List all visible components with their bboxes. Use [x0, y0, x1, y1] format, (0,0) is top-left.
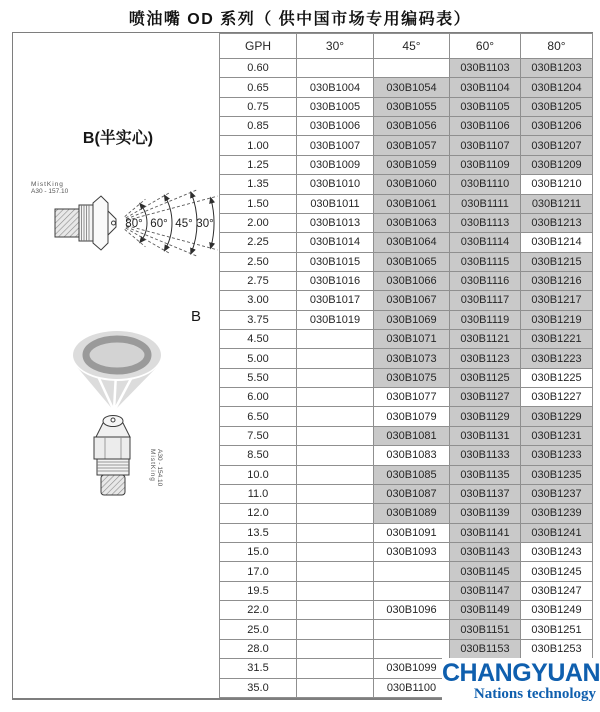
- code-cell-45deg: 030B1054: [374, 78, 450, 97]
- code-cell-60deg: 030B1123: [450, 349, 521, 368]
- table-row: [220, 523, 593, 542]
- code-cell-60deg: 030B1106: [450, 117, 521, 136]
- header-60deg: 60°: [450, 34, 521, 59]
- table-row: [220, 97, 593, 116]
- code-cell-45deg: 030B1055: [374, 97, 450, 116]
- code-cell-80deg: 030B1239: [521, 504, 593, 523]
- code-cell-30deg: [297, 349, 374, 368]
- code-cell-45deg: 030B1089: [374, 504, 450, 523]
- gph-cell: 11.0: [220, 484, 297, 503]
- code-cell-30deg: [297, 639, 374, 658]
- code-cell-80deg: 030B1241: [521, 523, 593, 542]
- code-cell-30deg: 030B1016: [297, 271, 374, 290]
- code-cell-30deg: 030B1006: [297, 117, 374, 136]
- gph-cell: 12.0: [220, 504, 297, 523]
- code-cell-45deg: 030B1057: [374, 136, 450, 155]
- code-cell-80deg: 030B1231: [521, 426, 593, 445]
- gph-cell: 7.50: [220, 426, 297, 445]
- table-row: [220, 252, 593, 271]
- code-cell-30deg: [297, 407, 374, 426]
- code-cell-45deg: 030B1064: [374, 233, 450, 252]
- code-cell-45deg: 030B1061: [374, 194, 450, 213]
- table-row: [220, 194, 593, 213]
- code-cell-30deg: 030B1014: [297, 233, 374, 252]
- nozzle2-caption-line2: A30 - 154.10: [156, 449, 163, 487]
- code-cell-80deg: 030B1225: [521, 368, 593, 387]
- code-cell-30deg: 030B1013: [297, 213, 374, 232]
- gph-cell: 25.0: [220, 620, 297, 639]
- table-row: [220, 59, 593, 78]
- code-cell-80deg: 030B1227: [521, 388, 593, 407]
- code-cell-60deg: 030B1113: [450, 213, 521, 232]
- table-row: [220, 78, 593, 97]
- gph-cell: 0.65: [220, 78, 297, 97]
- table-row: [220, 310, 593, 329]
- gph-cell: 0.75: [220, 97, 297, 116]
- code-cell-60deg: 030B1127: [450, 388, 521, 407]
- code-cell-60deg: 030B1110: [450, 175, 521, 194]
- code-table: [219, 33, 593, 698]
- code-cell-80deg: 030B1249: [521, 601, 593, 620]
- code-cell-80deg: 030B1216: [521, 271, 593, 290]
- code-cell-45deg: 030B1099: [374, 659, 450, 678]
- table-row: [220, 388, 593, 407]
- table-row: [220, 175, 593, 194]
- code-cell-45deg: 030B1077: [374, 388, 450, 407]
- code-cell-45deg: 030B1079: [374, 407, 450, 426]
- code-cell-45deg: 030B1065: [374, 252, 450, 271]
- brand-logo: [442, 658, 600, 706]
- code-cell-80deg: 030B1210: [521, 175, 593, 194]
- code-cell-80deg: 030B1217: [521, 291, 593, 310]
- nozzle2-caption: [149, 449, 163, 487]
- code-cell-80deg: 030B1214: [521, 233, 593, 252]
- code-cell-45deg: 030B1063: [374, 213, 450, 232]
- code-cell-30deg: 030B1004: [297, 78, 374, 97]
- table-row: [220, 368, 593, 387]
- code-cell-60deg: 030B1143: [450, 542, 521, 561]
- code-cell-30deg: [297, 581, 374, 600]
- gph-cell: 8.50: [220, 446, 297, 465]
- code-cell-45deg: 030B1069: [374, 310, 450, 329]
- gph-cell: 0.85: [220, 117, 297, 136]
- gph-cell: 6.00: [220, 388, 297, 407]
- gph-cell: 0.60: [220, 59, 297, 78]
- code-cell-80deg: 030B1237: [521, 484, 593, 503]
- table-row: [220, 601, 593, 620]
- code-cell-80deg: 030B1205: [521, 97, 593, 116]
- gph-cell: 28.0: [220, 639, 297, 658]
- code-cell-80deg: 030B1251: [521, 620, 593, 639]
- gph-cell: 5.00: [220, 349, 297, 368]
- gph-cell: 4.50: [220, 330, 297, 349]
- table-row: [220, 504, 593, 523]
- table-row: [220, 155, 593, 174]
- brand-logo-name: CHANGYUAN: [442, 659, 600, 687]
- table-row: [220, 639, 593, 658]
- spray-angle-labels: [125, 218, 213, 230]
- gph-cell: 19.5: [220, 581, 297, 600]
- code-cell-45deg: 030B1071: [374, 330, 450, 349]
- gph-cell: 1.25: [220, 155, 297, 174]
- code-cell-30deg: 030B1019: [297, 310, 374, 329]
- code-cell-30deg: [297, 542, 374, 561]
- code-cell-60deg: 030B1114: [450, 233, 521, 252]
- table-row: [220, 213, 593, 232]
- code-cell-45deg: 030B1081: [374, 426, 450, 445]
- pattern-letter-label: B: [191, 308, 202, 325]
- code-cell-60deg: 030B1153: [450, 639, 521, 658]
- header-45deg: 45°: [374, 34, 450, 59]
- code-cell-60deg: 030B1131: [450, 426, 521, 445]
- code-cell-45deg: 030B1100: [374, 678, 450, 698]
- code-cell-60deg: 030B1104: [450, 78, 521, 97]
- code-cell-45deg: [374, 639, 450, 658]
- code-cell-30deg: 030B1007: [297, 136, 374, 155]
- gph-cell: 6.50: [220, 407, 297, 426]
- code-cell-60deg: 030B1121: [450, 330, 521, 349]
- angle-label-30: 30°: [196, 218, 214, 230]
- code-cell-45deg: 030B1096: [374, 601, 450, 620]
- code-cell-60deg: 030B1105: [450, 97, 521, 116]
- code-cell-60deg: 030B1141: [450, 523, 521, 542]
- code-cell-30deg: 030B1015: [297, 252, 374, 271]
- table-row: [220, 349, 593, 368]
- code-cell-60deg: 030B1103: [450, 59, 521, 78]
- code-cell-30deg: 030B1010: [297, 175, 374, 194]
- code-cell-30deg: [297, 465, 374, 484]
- code-cell-45deg: [374, 581, 450, 600]
- code-cell-45deg: 030B1085: [374, 465, 450, 484]
- code-cell-80deg: 030B1223: [521, 349, 593, 368]
- gph-cell: 3.00: [220, 291, 297, 310]
- code-cell-30deg: [297, 388, 374, 407]
- code-cell-60deg: 030B1145: [450, 562, 521, 581]
- table-row: [220, 291, 593, 310]
- code-cell-30deg: [297, 368, 374, 387]
- table-row: [220, 407, 593, 426]
- code-cell-80deg: 030B1215: [521, 252, 593, 271]
- code-cell-80deg: 030B1203: [521, 59, 593, 78]
- gph-cell: 2.75: [220, 271, 297, 290]
- nozzle1-caption-line2: A30 - 157.10: [31, 188, 69, 195]
- code-cell-30deg: [297, 446, 374, 465]
- code-cell-30deg: [297, 659, 374, 678]
- angle-label-80: 80°: [125, 218, 143, 230]
- code-cell-80deg: 030B1213: [521, 213, 593, 232]
- gph-cell: 2.50: [220, 252, 297, 271]
- code-cell-30deg: [297, 678, 374, 698]
- gph-cell: 17.0: [220, 562, 297, 581]
- angle-label-60: 60°: [150, 218, 168, 230]
- code-cell-60deg: 030B1137: [450, 484, 521, 503]
- code-cell-45deg: 030B1083: [374, 446, 450, 465]
- code-cell-60deg: 030B1107: [450, 136, 521, 155]
- code-cell-60deg: 030B1129: [450, 407, 521, 426]
- code-cell-45deg: 030B1066: [374, 271, 450, 290]
- code-cell-30deg: [297, 484, 374, 503]
- code-cell-30deg: [297, 59, 374, 78]
- table-row: [220, 465, 593, 484]
- code-cell-80deg: 030B1247: [521, 581, 593, 600]
- gph-cell: 3.75: [220, 310, 297, 329]
- table-row: [220, 330, 593, 349]
- code-cell-45deg: 030B1060: [374, 175, 450, 194]
- code-cell-45deg: 030B1073: [374, 349, 450, 368]
- code-cell-45deg: 030B1056: [374, 117, 450, 136]
- code-cell-60deg: 030B1147: [450, 581, 521, 600]
- header-gph: GPH: [220, 34, 297, 59]
- code-cell-30deg: [297, 562, 374, 581]
- code-cell-45deg: 030B1093: [374, 542, 450, 561]
- code-cell-80deg: 030B1221: [521, 330, 593, 349]
- table-row: [220, 136, 593, 155]
- code-cell-45deg: [374, 620, 450, 639]
- code-cell-45deg: 030B1075: [374, 368, 450, 387]
- code-cell-60deg: 030B1119: [450, 310, 521, 329]
- code-cell-60deg: 030B1125: [450, 368, 521, 387]
- code-cell-30deg: [297, 426, 374, 445]
- angle-label-45: 45°: [175, 218, 193, 230]
- table-row: [220, 233, 593, 252]
- nozzle2-caption-line1: MistKing: [149, 449, 156, 482]
- gph-cell: 1.00: [220, 136, 297, 155]
- code-cell-80deg: 030B1229: [521, 407, 593, 426]
- code-cell-30deg: [297, 523, 374, 542]
- code-cell-30deg: [297, 504, 374, 523]
- gph-cell: 22.0: [220, 601, 297, 620]
- code-cell-80deg: 030B1233: [521, 446, 593, 465]
- code-cell-80deg: 030B1209: [521, 155, 593, 174]
- code-cell-80deg: 030B1243: [521, 542, 593, 561]
- code-cell-60deg: 030B1116: [450, 271, 521, 290]
- code-cell-80deg: 030B1245: [521, 562, 593, 581]
- code-cell-30deg: [297, 330, 374, 349]
- code-cell-60deg: 030B1149: [450, 601, 521, 620]
- code-cell-60deg: 030B1135: [450, 465, 521, 484]
- gph-cell: 31.5: [220, 659, 297, 678]
- table-row: [220, 446, 593, 465]
- page-title: 喷油嘴 OD 系列（ 供中国市场专用编码表）: [128, 11, 472, 28]
- gph-cell: 2.00: [220, 213, 297, 232]
- code-cell-45deg: [374, 59, 450, 78]
- nozzle-illustration: [13, 33, 219, 698]
- code-cell-60deg: 030B1139: [450, 504, 521, 523]
- code-cell-45deg: 030B1059: [374, 155, 450, 174]
- nozzle-side-view-drawing: [55, 196, 116, 250]
- table-row: [220, 117, 593, 136]
- table-row: [220, 271, 593, 290]
- gph-cell: 1.50: [220, 194, 297, 213]
- gph-cell: 2.25: [220, 233, 297, 252]
- code-cell-30deg: 030B1005: [297, 97, 374, 116]
- brand-logo-tagline: Nations technology: [473, 686, 596, 702]
- code-cell-45deg: 030B1091: [374, 523, 450, 542]
- code-cell-80deg: 030B1235: [521, 465, 593, 484]
- spray-cone-drawing: [73, 331, 161, 411]
- gph-cell: 13.5: [220, 523, 297, 542]
- header-80deg: 80°: [521, 34, 593, 59]
- table-row: [220, 484, 593, 503]
- code-cell-30deg: 030B1017: [297, 291, 374, 310]
- code-cell-45deg: [374, 562, 450, 581]
- table-row: [220, 581, 593, 600]
- code-cell-80deg: 030B1207: [521, 136, 593, 155]
- gph-cell: 35.0: [220, 678, 297, 698]
- gph-cell: 1.35: [220, 175, 297, 194]
- illustration-panel: [13, 33, 219, 698]
- code-cell-80deg: 030B1206: [521, 117, 593, 136]
- code-cell-60deg: 030B1115: [450, 252, 521, 271]
- code-cell-60deg: 030B1117: [450, 291, 521, 310]
- code-cell-30deg: [297, 620, 374, 639]
- code-cell-30deg: 030B1009: [297, 155, 374, 174]
- nozzle-upright-drawing: [94, 416, 130, 496]
- code-cell-60deg: 030B1109: [450, 155, 521, 174]
- table-row: [220, 620, 593, 639]
- code-cell-80deg: 030B1219: [521, 310, 593, 329]
- spray-pattern-label: B(半实心): [82, 130, 154, 147]
- code-cell-80deg: 030B1211: [521, 194, 593, 213]
- code-cell-30deg: [297, 601, 374, 620]
- code-cell-60deg: 030B1111: [450, 194, 521, 213]
- code-cell-30deg: 030B1011: [297, 194, 374, 213]
- content-frame: [12, 32, 593, 700]
- code-cell-45deg: 030B1067: [374, 291, 450, 310]
- table-row: [220, 542, 593, 561]
- gph-cell: 10.0: [220, 465, 297, 484]
- table-row: [220, 562, 593, 581]
- nozzle1-caption-line1: MistKing: [31, 181, 64, 188]
- code-cell-60deg: 030B1151: [450, 620, 521, 639]
- code-cell-80deg: 030B1204: [521, 78, 593, 97]
- code-cell-60deg: 030B1133: [450, 446, 521, 465]
- gph-cell: 5.50: [220, 368, 297, 387]
- table-header-row: [220, 34, 593, 59]
- code-cell-45deg: 030B1087: [374, 484, 450, 503]
- table-row: [220, 426, 593, 445]
- gph-cell: 15.0: [220, 542, 297, 561]
- code-table-body: [220, 59, 593, 698]
- header-30deg: 30°: [297, 34, 374, 59]
- code-cell-80deg: 030B1253: [521, 639, 593, 658]
